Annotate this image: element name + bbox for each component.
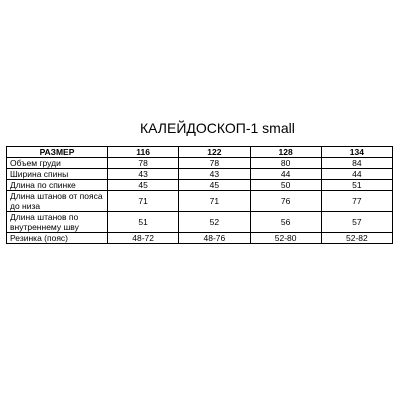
table-cell: 43 xyxy=(179,169,250,180)
table-cell: 45 xyxy=(179,180,250,191)
table-cell: 76 xyxy=(250,191,321,212)
table-cell: 56 xyxy=(250,212,321,233)
table-cell: 43 xyxy=(108,169,179,180)
table-cell: 48-72 xyxy=(108,233,179,244)
header-label: РАЗМЕР xyxy=(7,147,108,158)
table-cell: 71 xyxy=(179,191,250,212)
row-label: Длина по спинке xyxy=(7,180,108,191)
table-cell: 77 xyxy=(321,191,392,212)
page-title: КАЛЕЙДОСКОП-1 small xyxy=(140,120,295,136)
table-row xyxy=(7,233,393,244)
table-row xyxy=(7,180,393,191)
header-size: 128 xyxy=(250,147,321,158)
table-cell: 52-80 xyxy=(250,233,321,244)
table-cell: 44 xyxy=(321,169,392,180)
row-label: Резинка (пояс) xyxy=(7,233,108,244)
row-label: Объем груди xyxy=(7,158,108,169)
table-cell: 51 xyxy=(321,180,392,191)
table-cell: 78 xyxy=(108,158,179,169)
table-cell: 84 xyxy=(321,158,392,169)
table-cell: 80 xyxy=(250,158,321,169)
row-label: Длина штанов от пояса до низа xyxy=(7,191,108,212)
table-row xyxy=(7,169,393,180)
header-size: 116 xyxy=(108,147,179,158)
table-row xyxy=(7,191,393,212)
table-cell: 48-76 xyxy=(179,233,250,244)
table-cell: 51 xyxy=(108,212,179,233)
row-label: Ширина спины xyxy=(7,169,108,180)
table-header-row xyxy=(7,147,393,158)
table-cell: 50 xyxy=(250,180,321,191)
table-cell: 71 xyxy=(108,191,179,212)
table-cell: 44 xyxy=(250,169,321,180)
table-cell: 57 xyxy=(321,212,392,233)
row-label: Длина штанов по внутреннему шву xyxy=(7,212,108,233)
table-cell: 78 xyxy=(179,158,250,169)
table-cell: 52 xyxy=(179,212,250,233)
table-cell: 45 xyxy=(108,180,179,191)
header-size: 134 xyxy=(321,147,392,158)
table-row xyxy=(7,212,393,233)
table-row xyxy=(7,158,393,169)
size-chart-table xyxy=(6,146,393,244)
header-size: 122 xyxy=(179,147,250,158)
table-cell: 52-82 xyxy=(321,233,392,244)
